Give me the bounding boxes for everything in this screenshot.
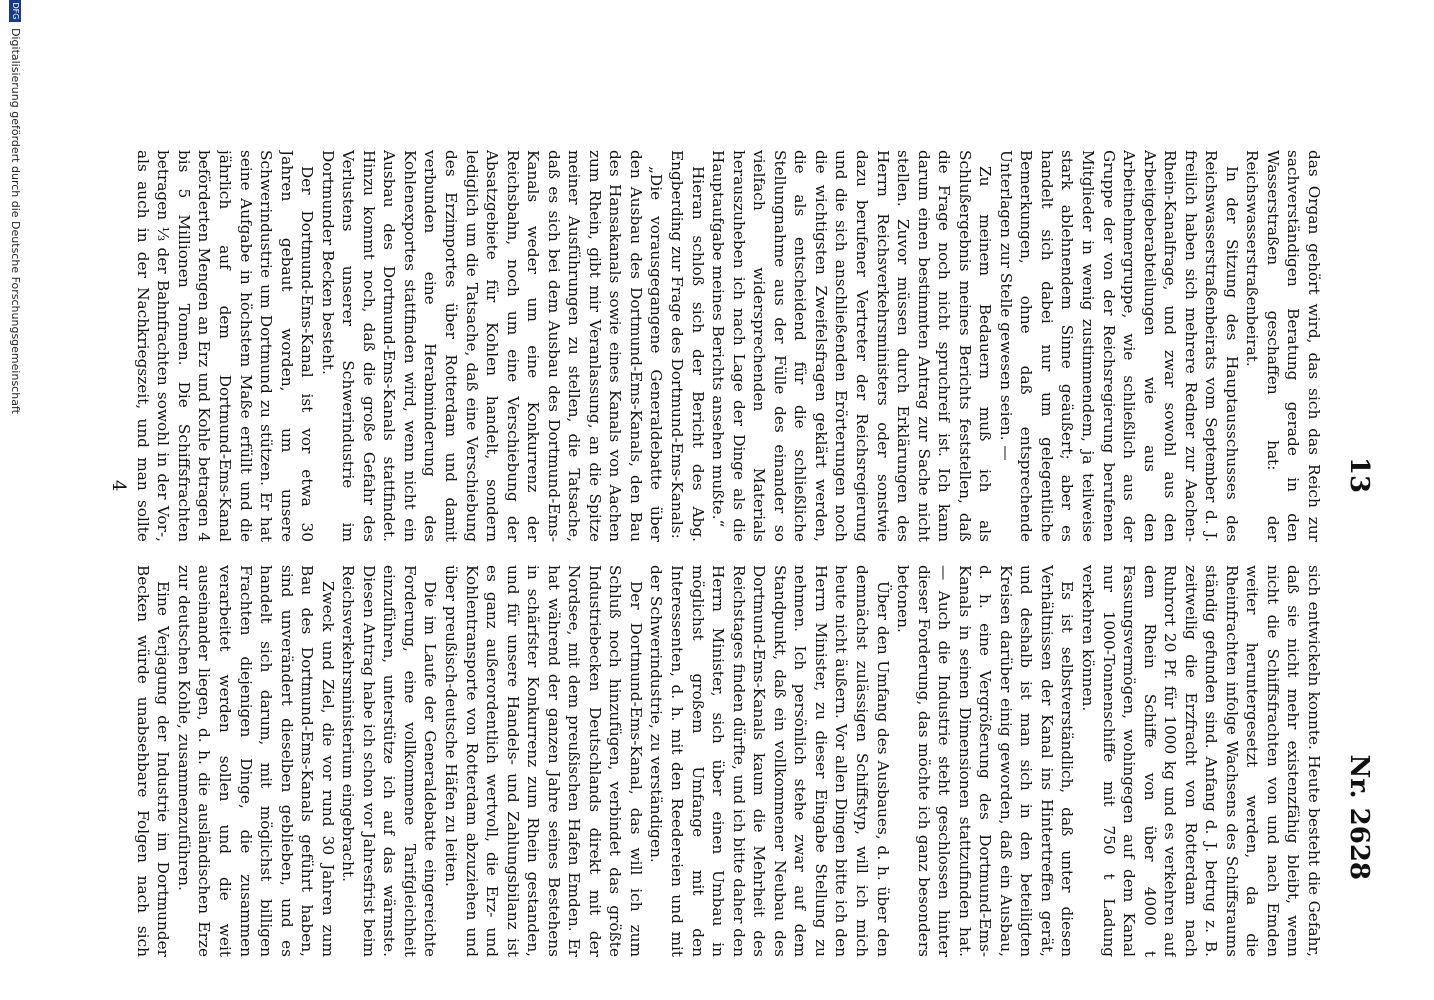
paragraph: das Organ gehört wird, das sich das Reich zur sachverständigen Beratung gerade in den Wasserstraßen geschaffen hat: der Reichswasserstraßenbeirat.	[1243, 150, 1323, 542]
credit-text: Digitalisierung gefördert durch die Deutsche Forschungsgemeinschaft	[9, 28, 22, 414]
signature-mark: 4	[108, 480, 129, 492]
paragraph: sich entwickeln konnte. Heute besteht die Gefahr, daß sie nicht mehr existenzfähig bleibt, wenn nicht die Schiffsfrachten von und nach Emden weiter heruntergesetzt werden, da die Rheinfrachten infolge Wachsens des Schiffsraums ständig gefunden sind. Anfang d. J. betrug z. B. zeitweilig die Erzfracht von Rotterdam nach Ruhrort 20 Pf. für 1000 kg und es verkehren auf dem Rhein Schiffe von über 4000 t Fassungsvermögen, wohingegen auf dem Kanal nur 1000-Tonnenschiffe mit 750 t Ladung verkehren können.	[1078, 565, 1323, 957]
paragraph: „Die vorausgegangene Generaldebatte über den Ausbau des Dortmund-Ems-Kanals, den Bau des Hansakanals sowie eines Kanals von Aachen zum Rhein, gibt mir Veranlassung, an die Spitze meiner Ausführungen zu stellen, die Tatsache, daß es sich bei dem Ausbau des Dortmund-Ems-Kanals weder um eine Konkurrenz der Reichsbahn, noch um eine Verschiebung der Absatzgebiete für Kohlen handelt, sondern lediglich um die Tatsache, daß eine Verschiebung des Erzimportes über Rotterdam und damit verbunden eine Herabminderung des Kohlenexportes stattfinden wird, wenn nicht ein Ausbau des Dortmund-Ems-Kanals stattfindet. Hinzu kommt noch, daß die große Gefahr des Verlustens unserer Schwerindustrie im Dortmunder Becken besteht.	[318, 150, 666, 542]
paragraph: Über den Umfang des Ausbaues, d. h. über den demnächst zulässigen Schiffstyp, will ich mich heute nicht äußern. Vor allen Dingen bitte ich den Herrn Minister, zu dieser Eingabe Stellung zu nehmen. Ich persönlich stehe zwar auf dem Standpunkt, daß ein vollkommener Neubau des Dortmund-Ems-Kanals kaum die Mehrheit des Reichstages finden dürfte, und ich bitte daher den Herrn Minister, sich über einen Umbau in möglichst großem Umfange mit den Interessenten, d. h. mit den Reedereien und mit der Schwerindustrie, zu verständigen.	[647, 565, 892, 957]
text-column-right	[134, 565, 1324, 957]
page-number: 13	[1344, 456, 1374, 494]
page-header	[1334, 70, 1374, 880]
paragraph: Zu meinem Bedauern muß ich als Schlußergebnis meines Berichts feststellen, daß die Frage noch nicht spruchreif ist. Ich kann darum einen bestimmten Antrag zur Sache nicht stellen. Zuvor müssen durch Erklärungen des Herrn Reichsverkehrsministers oder sonstwie dazu berufener Vertreter der Reichsregierung und die sich anschließenden Erörterungen noch die wichtigsten Zweifelsfragen geklärt werden, die als entscheidend für die schließliche Stellungnahme aus der Fülle des einander so vielfach widersprechenden Materials herauszuheben ich nach Lage der Dinge als die Hauptaufgabe meines Berichts ansehen mußte.“	[709, 150, 995, 542]
paragraph: Hieran schloß sich der Bericht des Abg. Engberding zur Frage des Dortmund-Ems-Kanals:	[668, 150, 707, 542]
paragraph: Der Dortmund-Ems-Kanal ist vor etwa 30 Jahren gebaut worden, um unsere Schwerindustrie um Dortmund zu stützen. Er hat seine Aufgabe in höchstem Maße erfüllt und die jährlich auf dem Dortmund-Ems-Kanal beförderten Mengen an Erz und Kohle betragen 4 bis 5 Millionen Tonnen. Die Schiffsfrachten betragen ⅓ der Bahnfrachten sowohl in der Vor-, als auch in der Nachkriegszeit, und man sollte	[134, 150, 317, 542]
paragraph: Der Dortmund-Ems-Kanal, das will ich zum Schluß noch hinzufügen, verbindet das größte Industriebecken Deutschlands direkt mit der Nordsee, mit dem preußischen Hafen Emden. Er hat während der ganzen Jahre seines Bestehens in schärfster Konkurrenz zum Rhein gestanden, und für unsere Handels- und Zahlungsbilanz ist es ganz außerordentlich wertvoll, die Erz- und Kohlentransporte von Rotterdam abzuziehen und über preußisch-deutsche Häfen zu leiten.	[442, 565, 645, 957]
issue-number: Nr. 2628	[1344, 754, 1374, 880]
paragraph: Eine Verjagung der Industrie im Dortmunder Becken würde unabsehbare Folgen nach sich	[134, 565, 173, 957]
dfg-logo-icon: DFG	[9, 0, 21, 22]
text-column-left	[134, 150, 1324, 542]
digitization-credit	[9, 0, 22, 1000]
paragraph: Zweck und Ziel, die vor rund 30 Jahren zum Bau des Dortmund-Ems-Kanals geführt haben, sind unverändert dieselben geblieben, und es handelt sich darum, mit möglichst billigen Frachten diejenigen Dinge, die zusammen verarbeitet werden sollen und die weit auseinander liegen, d. h. die ausländischen Erze zur deutschen Kohle, zusammenzuführen.	[174, 565, 337, 957]
paragraph: Es ist selbstverständlich, daß unter diesen Verhältnissen der Kanal ins Hintertreffen gerät, und deshalb ist man sich in den beteiligten Kreisen darüber einig geworden, daß ein Ausbau, d. h. eine Vergrößerung des Dortmund-Ems-Kanals in seinen Dimensionen stattzufinden hat. — Auch die Industrie steht geschlossen hinter dieser Forderung, das möchte ich ganz besonders betonen.	[894, 565, 1077, 957]
paragraph: Die im Laufe der Generaldebatte eingereichte Forderung, eine vollkommene Tarifgleichheit einzuführen, unterstütze ich auf das wärmste. Diesen Antrag habe ich schon vor Jahresfrist beim Reichsverkehrsministerium eingebracht.	[339, 565, 440, 957]
paragraph: In der Sitzung des Hauptausschusses des Reichswasserstraßenbeirats vom September d. J. freilich haben sich mehrere Redner zur Aachen-Rhein-Kanalfrage, und zwar sowohl aus den Arbeitgeberabteilungen wie aus den Arbeitnehmergruppe, wie schließlich aus der Gruppe der von der Reichsregierung berufenen Mitglieder in wenig zustimmendem, ja teilweise stark ablehnendem Sinne geäußert; aber es handelt sich dabei nur um gelegentliche Bemerkungen, ohne daß entsprechende Unterlagen zur Stelle gewesen seien. —	[996, 150, 1241, 542]
